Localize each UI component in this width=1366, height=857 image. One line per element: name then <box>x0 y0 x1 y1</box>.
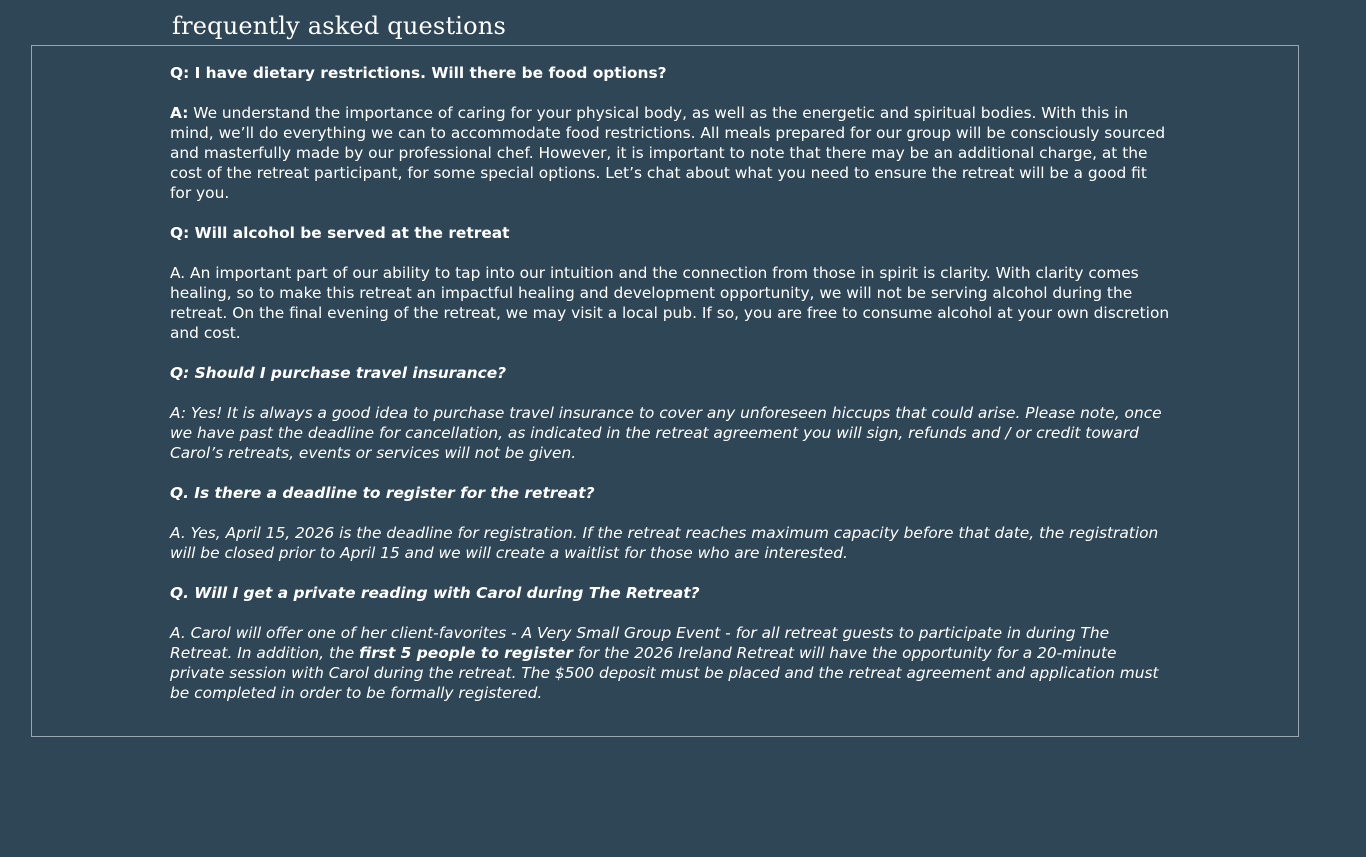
faq-question-deadline: Q. Is there a deadline to register for the retreat? <box>170 484 595 502</box>
answer-emphasis: first 5 people to register <box>359 644 574 662</box>
faq-answer-insurance: A: Yes! It is always a good idea to purchase travel insurance to cover any unforeseen hiccups that could arise. Please note, once we have past the deadline for cancellation, as indicated in the retreat agreement you will sign, refunds and / or credit toward Carol’s retreats, events or services will not be given. <box>170 404 1162 462</box>
answer-text: for the 2026 Ireland Retreat will have the opportunity for a 20-minute private session with Carol during the retreat. The $500 deposit must be placed and the retreat agreement and application must be completed in order to be formally registered. <box>170 644 1159 702</box>
faq-question-insurance: Q: Should I purchase travel insurance? <box>170 364 507 382</box>
faq-answer-deadline: A. Yes, April 15, 2026 is the deadline for registration. If the retreat reaches maximum capacity before that date, the registration will be closed prior to April 15 and we will create a waitlist for those who are interested. <box>170 524 1159 562</box>
faq-heading: frequently asked questions <box>172 12 506 40</box>
faq-answer-private-reading <box>170 623 1170 703</box>
answer-text: We understand the importance of caring for your physical body, as well as the energetic and spiritual bodies. With this in mind, we’ll do everything we can to accommodate food restrictions. All meals prepared for our group will be consciously sourced and masterfully made by our professional chef. However, it is important to note that there may be an additional charge, at the cost of the retreat participant, for some special options. Let’s chat about what you need to ensure the retreat will be a good fit for you. <box>170 104 1166 202</box>
faq-question-private-reading: Q. Will I get a private reading with Carol during The Retreat? <box>170 584 700 602</box>
answer-prefix: A: <box>170 104 189 122</box>
faq-container <box>31 45 1299 737</box>
faq-answer-alcohol: A. An important part of our ability to tap into our intuition and the connection from those in spirit is clarity. With clarity comes healing, so to make this retreat an impactful healing and development opportunity, we will not be serving alcohol during the retreat. On the final evening of the retreat, we may visit a local pub. If so, you are free to consume alcohol at your own discretion and cost. <box>170 264 1170 342</box>
faq-answer-dietary <box>170 103 1170 203</box>
answer-text: A. Carol will offer one of her client-favorites - A Very Small Group Event - for all retreat guests to participate in during The Retreat. In addition, the <box>170 624 1110 662</box>
faq-list <box>170 63 1170 723</box>
faq-question-dietary: Q: I have dietary restrictions. Will there be food options? <box>170 64 667 82</box>
faq-question-alcohol: Q: Will alcohol be served at the retreat <box>170 224 510 242</box>
